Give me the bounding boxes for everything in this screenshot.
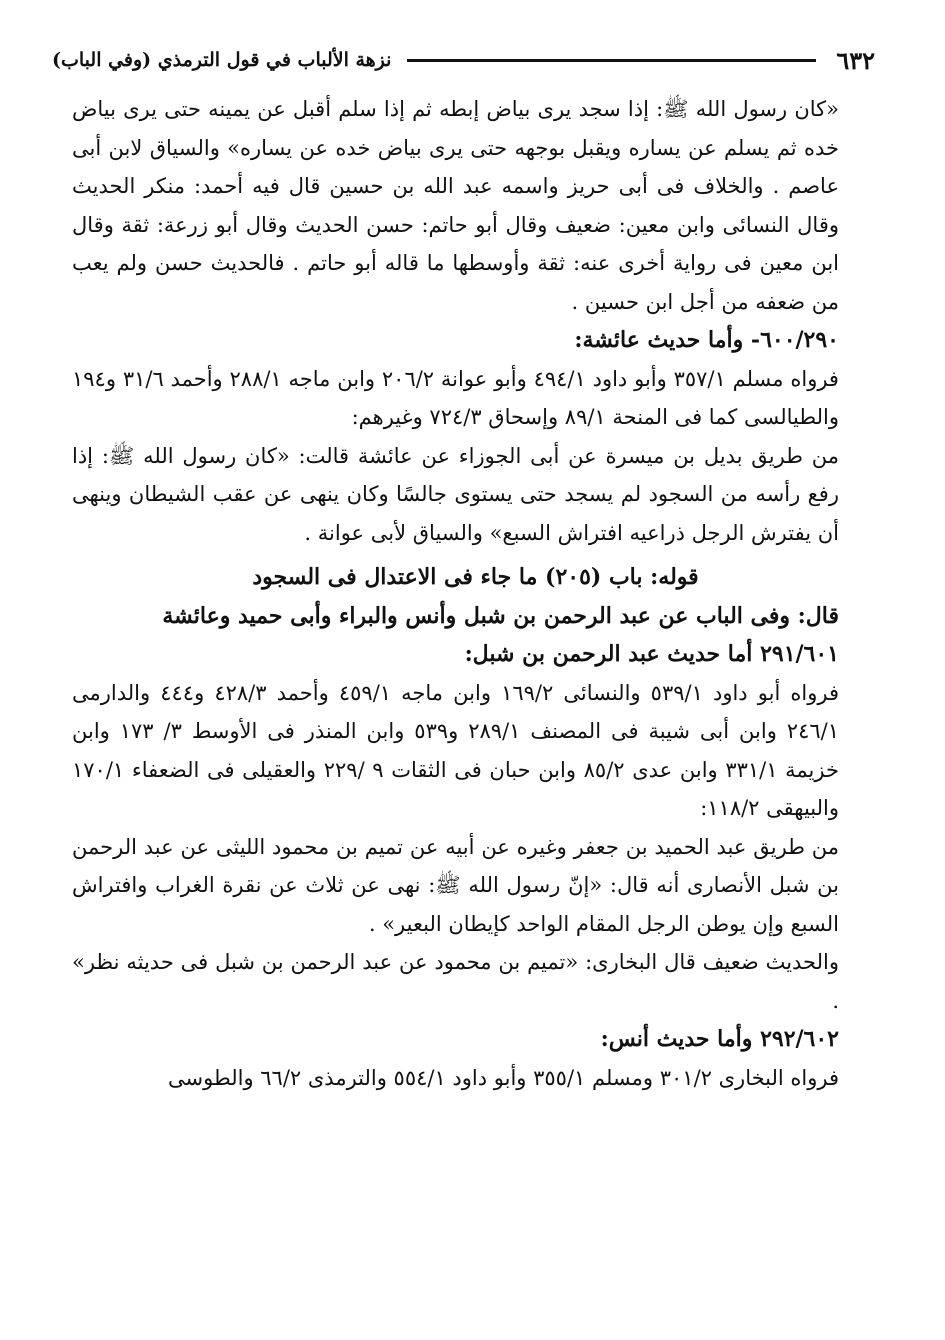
page-body	[72, 90, 879, 1097]
page-number: ٦٣٢	[836, 45, 875, 75]
running-title: نزهة الألباب في قول الترمذي (وفي الباب)	[52, 49, 392, 71]
paragraph: «كان رسول الله ﷺ: إذا سجد يرى بياض إبطه ثم إذا سلم أقبل عن يمينه حتى يرى بياض خده ثم يسلم عن يساره ويقبل بوجهه حتى يرى بياض خده عن يساره» والسياق لابن أبى عاصم . والخلاف فى أبى حريز واسمه عبد الله بن حسين قال فيه أحمد: منكر الحديث وقال النسائى وابن معين: ضعيف وقال أبو حاتم: حسن الحديث وقال أبو زرعة: ثقة وقال ابن معين فى رواية أخرى عنه: ثقة وأوسطها ما قاله أبو حاتم . فالحديث حسن ولم يعب من ضعفه من أجل ابن حسين .	[72, 97, 839, 314]
section-heading: ٢٩١/٦٠١ أما حديث عبد الرحمن بن شبل:	[464, 641, 839, 667]
running-header	[52, 38, 875, 82]
chapter-title: قوله: باب (٢٠٥) ما جاء فى الاعتدال فى السجود	[252, 564, 699, 590]
header-rule	[407, 59, 816, 62]
paragraph: من طريق بديل بن ميسرة عن أبى الجوزاء عن عائشة قالت: «كان رسول الله ﷺ: إذا رفع رأسه من السجود لم يسجد حتى يستوى جالسًا وكان ينهى عن عقب الشيطان وينهى أن يفترش الرجل ذراعيه افتراش السبع» والسياق لأبى عوانة .	[72, 443, 839, 545]
paragraph: والحديث ضعيف قال البخارى: «تميم بن محمود عن عبد الرحمن بن شبل فى حديثه نظر» .	[72, 950, 839, 1013]
section-heading: ٢٩٢/٦٠٢ وأما حديث أنس:	[600, 1026, 839, 1052]
paragraph: فرواه مسلم ٣٥٧/١ وأبو داود ٤٩٤/١ وأبو عوانة ٢٠٦/٢ وابن ماجه ٢٨٨/١ وأحمد ٣١/٦ و١٩٤ والطيالسى كما فى المنحة ٨٩/١ وإسحاق ٧٢٤/٣ وغيرهم:	[72, 366, 839, 429]
paragraph: فرواه أبو داود ٥٣٩/١ والنسائى ١٦٩/٢ وابن ماجه ٤٥٩/١ وأحمد ٤٢٨/٣ و٤٤٤ والدارمى ٢٤٦/١ وابن أبى شيبة فى المصنف ٢٨٩/١ و٥٣٩ وابن المنذر فى الأوسط ٣/ ١٧٣ وابن خزيمة ٣٣١/١ وابن عدى ٨٥/٢ وابن حبان فى الثقات ٩ /٢٢٩ والعقيلى فى الضعفاء ١٧٠/١ والبيهقى ١١٨/٢:	[72, 680, 839, 820]
section-heading: قال: وفى الباب عن عبد الرحمن بن شبل وأنس والبراء وأبى حميد وعائشة	[162, 602, 839, 629]
paragraph: فرواه البخارى ٣٠١/٢ ومسلم ٣٥٥/١ وأبو داود ٥٥٤/١ والترمذى ٦٦/٢ والطوسى	[168, 1065, 839, 1090]
paragraph: من طريق عبد الحميد بن جعفر وغيره عن أبيه عن تميم بن محمود الليثى عن عبد الرحمن بن شبل الأنصارى أنه قال: «إنّ رسول الله ﷺ: نهى عن ثلاث عن نقرة الغراب وافتراش السبع وإن يوطن الرجل المقام الواحد كإيطان البعير» .	[72, 834, 839, 936]
section-heading: ٦٠٠/٢٩٠- وأما حديث عائشة:	[574, 327, 839, 353]
